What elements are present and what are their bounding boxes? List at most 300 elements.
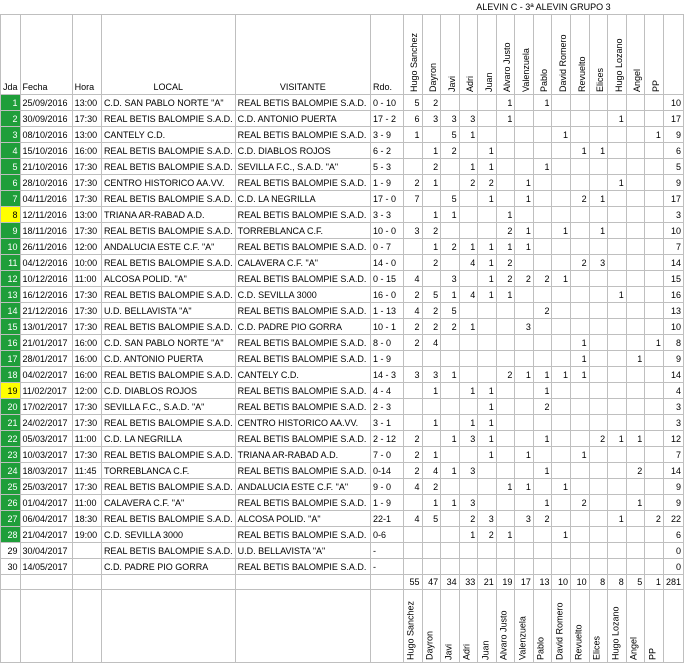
player-total-cell[interactable]: 55: [403, 575, 422, 590]
visitante-cell[interactable]: REAL BETIS BALOMPIE S.A.D.: [235, 207, 370, 223]
hora-cell[interactable]: 17:30: [72, 111, 101, 127]
goals-cell[interactable]: [496, 335, 515, 351]
goals-cell[interactable]: [422, 559, 441, 575]
match-total-cell[interactable]: 16: [663, 287, 683, 303]
local-cell[interactable]: ALCOSA POLID. "A": [101, 271, 235, 287]
rdo-cell[interactable]: 7 - 0: [371, 447, 404, 463]
goals-cell[interactable]: [626, 95, 645, 111]
hora-cell[interactable]: 12:00: [72, 383, 101, 399]
local-cell[interactable]: REAL BETIS BALOMPIE S.A.D.: [101, 479, 235, 495]
goals-cell[interactable]: [645, 159, 664, 175]
goals-cell[interactable]: [552, 335, 571, 351]
jda-cell[interactable]: 6: [1, 175, 21, 191]
goals-cell[interactable]: [645, 111, 664, 127]
goals-cell[interactable]: [608, 351, 627, 367]
visitante-cell[interactable]: REAL BETIS BALOMPIE S.A.D.: [235, 271, 370, 287]
header-total[interactable]: [663, 15, 683, 95]
goals-cell[interactable]: [645, 383, 664, 399]
grand-total-cell[interactable]: 281: [663, 575, 683, 590]
goals-cell[interactable]: [441, 399, 460, 415]
rdo-cell[interactable]: 10 - 0: [371, 223, 404, 239]
fecha-cell[interactable]: 30/09/2016: [20, 111, 72, 127]
hora-cell[interactable]: 11:45: [72, 463, 101, 479]
goals-cell[interactable]: [496, 191, 515, 207]
goals-cell[interactable]: [608, 191, 627, 207]
goals-cell[interactable]: 2: [571, 255, 590, 271]
fecha-cell[interactable]: 14/05/2017: [20, 559, 72, 575]
jda-cell[interactable]: 5: [1, 159, 21, 175]
goals-cell[interactable]: [515, 95, 534, 111]
goals-cell[interactable]: [626, 191, 645, 207]
goals-cell[interactable]: [589, 367, 608, 383]
goals-cell[interactable]: [552, 319, 571, 335]
player-total-cell[interactable]: 8: [589, 575, 608, 590]
goals-cell[interactable]: 1: [459, 159, 478, 175]
match-total-cell[interactable]: 13: [663, 303, 683, 319]
rdo-cell[interactable]: 1 - 9: [371, 495, 404, 511]
goals-cell[interactable]: [478, 367, 497, 383]
goals-cell[interactable]: 1: [459, 319, 478, 335]
footer-player[interactable]: Juan: [478, 590, 497, 663]
goals-cell[interactable]: [645, 95, 664, 111]
header-player[interactable]: David Romero: [552, 15, 571, 95]
goals-cell[interactable]: [571, 543, 590, 559]
goals-cell[interactable]: [608, 207, 627, 223]
jda-cell[interactable]: 20: [1, 399, 21, 415]
goals-cell[interactable]: [645, 239, 664, 255]
player-total-cell[interactable]: 10: [571, 575, 590, 590]
goals-cell[interactable]: [515, 495, 534, 511]
goals-cell[interactable]: [478, 479, 497, 495]
goals-cell[interactable]: [552, 415, 571, 431]
local-cell[interactable]: SEVILLA F.C., S.A.D. "A": [101, 399, 235, 415]
header-local[interactable]: LOCAL: [101, 15, 235, 95]
goals-cell[interactable]: [515, 335, 534, 351]
rdo-cell[interactable]: 0-6: [371, 527, 404, 543]
goals-cell[interactable]: 1: [645, 127, 664, 143]
goals-cell[interactable]: [403, 239, 422, 255]
goals-cell[interactable]: [571, 95, 590, 111]
goals-cell[interactable]: [459, 303, 478, 319]
goals-cell[interactable]: [459, 207, 478, 223]
goals-cell[interactable]: [515, 527, 534, 543]
hora-cell[interactable]: 17:30: [72, 479, 101, 495]
fecha-cell[interactable]: 06/04/2017: [20, 511, 72, 527]
rdo-cell[interactable]: 14 - 0: [371, 255, 404, 271]
blank-cell[interactable]: [663, 590, 683, 663]
goals-cell[interactable]: [608, 367, 627, 383]
visitante-cell[interactable]: U.D. BELLAVISTA "A": [235, 543, 370, 559]
blank-cell[interactable]: [72, 590, 101, 663]
goals-cell[interactable]: [552, 191, 571, 207]
goals-cell[interactable]: 1: [459, 127, 478, 143]
goals-cell[interactable]: [515, 399, 534, 415]
goals-cell[interactable]: [626, 543, 645, 559]
goals-cell[interactable]: [422, 351, 441, 367]
goals-cell[interactable]: 1: [496, 111, 515, 127]
goals-cell[interactable]: [515, 143, 534, 159]
blank-cell[interactable]: [72, 575, 101, 590]
goals-cell[interactable]: 2: [441, 319, 460, 335]
player-total-cell[interactable]: 17: [515, 575, 534, 590]
goals-cell[interactable]: [571, 111, 590, 127]
local-cell[interactable]: REAL BETIS BALOMPIE S.A.D.: [101, 367, 235, 383]
goals-cell[interactable]: 2: [422, 223, 441, 239]
rdo-cell[interactable]: 0-14: [371, 463, 404, 479]
goals-cell[interactable]: [608, 479, 627, 495]
header-player[interactable]: Hugo Lozano: [608, 15, 627, 95]
goals-cell[interactable]: [496, 127, 515, 143]
goals-cell[interactable]: 2: [459, 175, 478, 191]
goals-cell[interactable]: [515, 207, 534, 223]
goals-cell[interactable]: 1: [403, 127, 422, 143]
goals-cell[interactable]: [478, 495, 497, 511]
goals-cell[interactable]: [459, 543, 478, 559]
goals-cell[interactable]: 1: [478, 383, 497, 399]
goals-cell[interactable]: [515, 287, 534, 303]
goals-cell[interactable]: [645, 447, 664, 463]
hora-cell[interactable]: 19:00: [72, 527, 101, 543]
goals-cell[interactable]: [441, 447, 460, 463]
blank-cell[interactable]: [1, 590, 21, 663]
goals-cell[interactable]: [645, 175, 664, 191]
hora-cell[interactable]: 17:30: [72, 159, 101, 175]
goals-cell[interactable]: [533, 143, 552, 159]
goals-cell[interactable]: [459, 191, 478, 207]
blank-cell[interactable]: [235, 590, 370, 663]
goals-cell[interactable]: 2: [403, 335, 422, 351]
goals-cell[interactable]: [552, 111, 571, 127]
goals-cell[interactable]: 1: [478, 159, 497, 175]
goals-cell[interactable]: [459, 351, 478, 367]
goals-cell[interactable]: [608, 463, 627, 479]
goals-cell[interactable]: [608, 255, 627, 271]
goals-cell[interactable]: 2: [533, 399, 552, 415]
goals-cell[interactable]: [533, 191, 552, 207]
goals-cell[interactable]: 2: [533, 511, 552, 527]
blank-cell[interactable]: [371, 590, 404, 663]
goals-cell[interactable]: 3: [459, 111, 478, 127]
goals-cell[interactable]: [403, 383, 422, 399]
goals-cell[interactable]: [515, 351, 534, 367]
local-cell[interactable]: REAL BETIS BALOMPIE S.A.D.: [101, 447, 235, 463]
goals-cell[interactable]: [515, 255, 534, 271]
goals-cell[interactable]: 1: [496, 239, 515, 255]
goals-cell[interactable]: [571, 383, 590, 399]
visitante-cell[interactable]: REAL BETIS BALOMPIE S.A.D.: [235, 463, 370, 479]
blank-cell[interactable]: [20, 575, 72, 590]
goals-cell[interactable]: [645, 351, 664, 367]
visitante-cell[interactable]: REAL BETIS BALOMPIE S.A.D.: [235, 175, 370, 191]
goals-cell[interactable]: 2: [496, 255, 515, 271]
footer-player[interactable]: Alvaro Justo: [496, 590, 515, 663]
goals-cell[interactable]: 1: [459, 527, 478, 543]
hora-cell[interactable]: 11:00: [72, 271, 101, 287]
goals-cell[interactable]: [478, 127, 497, 143]
hora-cell[interactable]: 13:00: [72, 95, 101, 111]
local-cell[interactable]: REAL BETIS BALOMPIE S.A.D.: [101, 191, 235, 207]
goals-cell[interactable]: [608, 543, 627, 559]
visitante-cell[interactable]: REAL BETIS BALOMPIE S.A.D.: [235, 399, 370, 415]
local-cell[interactable]: REAL BETIS BALOMPIE S.A.D.: [101, 319, 235, 335]
goals-cell[interactable]: [441, 95, 460, 111]
local-cell[interactable]: REAL BETIS BALOMPIE S.A.D.: [101, 415, 235, 431]
match-total-cell[interactable]: 10: [663, 319, 683, 335]
header-player[interactable]: Dayron: [422, 15, 441, 95]
goals-cell[interactable]: [645, 463, 664, 479]
goals-cell[interactable]: [459, 271, 478, 287]
goals-cell[interactable]: [626, 159, 645, 175]
goals-cell[interactable]: [441, 383, 460, 399]
goals-cell[interactable]: 1: [441, 207, 460, 223]
goals-cell[interactable]: 2: [533, 303, 552, 319]
goals-cell[interactable]: [478, 95, 497, 111]
goals-cell[interactable]: [552, 463, 571, 479]
goals-cell[interactable]: [515, 127, 534, 143]
goals-cell[interactable]: [589, 111, 608, 127]
goals-cell[interactable]: 1: [422, 143, 441, 159]
goals-cell[interactable]: 2: [422, 159, 441, 175]
local-cell[interactable]: C.D. DIABLOS ROJOS: [101, 383, 235, 399]
goals-cell[interactable]: 2: [589, 431, 608, 447]
match-total-cell[interactable]: 9: [663, 351, 683, 367]
goals-cell[interactable]: [552, 207, 571, 223]
hora-cell[interactable]: 18:30: [72, 511, 101, 527]
goals-cell[interactable]: 1: [552, 367, 571, 383]
goals-cell[interactable]: [441, 527, 460, 543]
visitante-cell[interactable]: ANDALUCIA ESTE C.F. "A": [235, 479, 370, 495]
goals-cell[interactable]: [589, 383, 608, 399]
goals-cell[interactable]: 1: [589, 143, 608, 159]
goals-cell[interactable]: [441, 559, 460, 575]
hora-cell[interactable]: [72, 559, 101, 575]
visitante-cell[interactable]: REAL BETIS BALOMPIE S.A.D.: [235, 431, 370, 447]
goals-cell[interactable]: 5: [441, 303, 460, 319]
goals-cell[interactable]: [533, 479, 552, 495]
goals-cell[interactable]: 4: [459, 287, 478, 303]
goals-cell[interactable]: [515, 303, 534, 319]
goals-cell[interactable]: 2: [515, 271, 534, 287]
goals-cell[interactable]: [571, 415, 590, 431]
fecha-cell[interactable]: 28/01/2017: [20, 351, 72, 367]
match-total-cell[interactable]: 3: [663, 399, 683, 415]
goals-cell[interactable]: [589, 495, 608, 511]
jda-cell[interactable]: 9: [1, 223, 21, 239]
goals-cell[interactable]: [515, 543, 534, 559]
goals-cell[interactable]: [626, 319, 645, 335]
match-total-cell[interactable]: 14: [663, 463, 683, 479]
goals-cell[interactable]: [608, 495, 627, 511]
header-player[interactable]: Valenzuela: [515, 15, 534, 95]
fecha-cell[interactable]: 21/01/2017: [20, 335, 72, 351]
jda-cell[interactable]: 19: [1, 383, 21, 399]
player-total-cell[interactable]: 10: [552, 575, 571, 590]
goals-cell[interactable]: [403, 143, 422, 159]
rdo-cell[interactable]: 0 - 7: [371, 239, 404, 255]
header-player[interactable]: Revuelto: [571, 15, 590, 95]
footer-player[interactable]: Pablo: [533, 590, 552, 663]
visitante-cell[interactable]: SEVILLA F.C., S.A.D. "A": [235, 159, 370, 175]
goals-cell[interactable]: [515, 383, 534, 399]
goals-cell[interactable]: 1: [533, 495, 552, 511]
rdo-cell[interactable]: 1 - 9: [371, 351, 404, 367]
goals-cell[interactable]: 2: [403, 447, 422, 463]
goals-cell[interactable]: [422, 527, 441, 543]
goals-cell[interactable]: [608, 335, 627, 351]
goals-cell[interactable]: 1: [478, 271, 497, 287]
goals-cell[interactable]: [552, 447, 571, 463]
goals-cell[interactable]: [441, 159, 460, 175]
visitante-cell[interactable]: ALCOSA POLID. "A": [235, 511, 370, 527]
goals-cell[interactable]: 2: [496, 367, 515, 383]
rdo-cell[interactable]: 16 - 0: [371, 287, 404, 303]
fecha-cell[interactable]: 25/03/2017: [20, 479, 72, 495]
rdo-cell[interactable]: 3 - 9: [371, 127, 404, 143]
rdo-cell[interactable]: 0 - 15: [371, 271, 404, 287]
goals-cell[interactable]: [645, 415, 664, 431]
goals-cell[interactable]: [496, 319, 515, 335]
player-total-cell[interactable]: 34: [441, 575, 460, 590]
goals-cell[interactable]: 1: [515, 191, 534, 207]
player-total-cell[interactable]: 1: [645, 575, 664, 590]
match-total-cell[interactable]: 9: [663, 495, 683, 511]
goals-cell[interactable]: [478, 463, 497, 479]
goals-cell[interactable]: [626, 207, 645, 223]
hora-cell[interactable]: 16:00: [72, 351, 101, 367]
jda-cell[interactable]: 21: [1, 415, 21, 431]
goals-cell[interactable]: [515, 415, 534, 431]
goals-cell[interactable]: [533, 415, 552, 431]
player-total-cell[interactable]: 47: [422, 575, 441, 590]
hora-cell[interactable]: 17:30: [72, 191, 101, 207]
local-cell[interactable]: REAL BETIS BALOMPIE S.A.D.: [101, 543, 235, 559]
goals-cell[interactable]: [422, 431, 441, 447]
goals-cell[interactable]: [496, 399, 515, 415]
goals-cell[interactable]: [441, 175, 460, 191]
goals-cell[interactable]: 2: [496, 271, 515, 287]
jda-cell[interactable]: 28: [1, 527, 21, 543]
goals-cell[interactable]: 4: [422, 463, 441, 479]
match-total-cell[interactable]: 12: [663, 431, 683, 447]
goals-cell[interactable]: [403, 559, 422, 575]
goals-cell[interactable]: [571, 479, 590, 495]
header-player[interactable]: Alvaro Justo: [496, 15, 515, 95]
visitante-cell[interactable]: CENTRO HISTORICO AA.VV.: [235, 415, 370, 431]
jda-cell[interactable]: 30: [1, 559, 21, 575]
visitante-cell[interactable]: REAL BETIS BALOMPIE S.A.D.: [235, 127, 370, 143]
goals-cell[interactable]: 1: [478, 255, 497, 271]
player-total-cell[interactable]: 21: [478, 575, 497, 590]
visitante-cell[interactable]: REAL BETIS BALOMPIE S.A.D.: [235, 239, 370, 255]
goals-cell[interactable]: [589, 271, 608, 287]
jda-cell[interactable]: 11: [1, 255, 21, 271]
goals-cell[interactable]: [422, 399, 441, 415]
goals-cell[interactable]: [552, 143, 571, 159]
goals-cell[interactable]: [478, 223, 497, 239]
goals-cell[interactable]: [571, 223, 590, 239]
local-cell[interactable]: CALAVERA C.F. "A": [101, 495, 235, 511]
goals-cell[interactable]: [552, 95, 571, 111]
goals-cell[interactable]: [626, 127, 645, 143]
goals-cell[interactable]: [459, 367, 478, 383]
goals-cell[interactable]: [645, 367, 664, 383]
goals-cell[interactable]: [645, 431, 664, 447]
goals-cell[interactable]: 1: [496, 95, 515, 111]
match-total-cell[interactable]: 10: [663, 95, 683, 111]
player-total-cell[interactable]: 13: [533, 575, 552, 590]
rdo-cell[interactable]: -: [371, 543, 404, 559]
goals-cell[interactable]: 1: [533, 383, 552, 399]
goals-cell[interactable]: [459, 335, 478, 351]
hora-cell[interactable]: 11:00: [72, 495, 101, 511]
visitante-cell[interactable]: REAL BETIS BALOMPIE S.A.D.: [235, 335, 370, 351]
goals-cell[interactable]: 1: [608, 175, 627, 191]
goals-cell[interactable]: [589, 207, 608, 223]
goals-cell[interactable]: 3: [478, 511, 497, 527]
fecha-cell[interactable]: 05/03/2017: [20, 431, 72, 447]
goals-cell[interactable]: 1: [441, 431, 460, 447]
goals-cell[interactable]: [608, 447, 627, 463]
local-cell[interactable]: C.D. SAN PABLO NORTE "A": [101, 95, 235, 111]
goals-cell[interactable]: 1: [459, 415, 478, 431]
visitante-cell[interactable]: C.D. SEVILLA 3000: [235, 287, 370, 303]
hora-cell[interactable]: 17:30: [72, 319, 101, 335]
goals-cell[interactable]: [626, 287, 645, 303]
blank-cell[interactable]: [1, 575, 21, 590]
goals-cell[interactable]: [496, 415, 515, 431]
goals-cell[interactable]: [571, 559, 590, 575]
goals-cell[interactable]: [608, 319, 627, 335]
goals-cell[interactable]: 4: [459, 255, 478, 271]
hora-cell[interactable]: [72, 543, 101, 559]
goals-cell[interactable]: [478, 111, 497, 127]
local-cell[interactable]: U.D. BELLAVISTA "A": [101, 303, 235, 319]
goals-cell[interactable]: [589, 319, 608, 335]
goals-cell[interactable]: 1: [496, 207, 515, 223]
goals-cell[interactable]: 1: [645, 335, 664, 351]
fecha-cell[interactable]: 18/11/2016: [20, 223, 72, 239]
jda-cell[interactable]: 23: [1, 447, 21, 463]
rdo-cell[interactable]: 4 - 4: [371, 383, 404, 399]
goals-cell[interactable]: [589, 127, 608, 143]
fecha-cell[interactable]: 28/10/2016: [20, 175, 72, 191]
goals-cell[interactable]: 1: [496, 527, 515, 543]
goals-cell[interactable]: [645, 271, 664, 287]
goals-cell[interactable]: [589, 95, 608, 111]
goals-cell[interactable]: [478, 351, 497, 367]
player-total-cell[interactable]: 5: [626, 575, 645, 590]
goals-cell[interactable]: [515, 111, 534, 127]
local-cell[interactable]: C.D. LA NEGRILLA: [101, 431, 235, 447]
rdo-cell[interactable]: 17 - 0: [371, 191, 404, 207]
footer-player[interactable]: Adri: [459, 590, 478, 663]
goals-cell[interactable]: 2: [422, 303, 441, 319]
goals-cell[interactable]: [626, 175, 645, 191]
hora-cell[interactable]: 17:30: [72, 223, 101, 239]
footer-player[interactable]: Hugo Lozano: [608, 590, 627, 663]
fecha-cell[interactable]: 21/10/2016: [20, 159, 72, 175]
goals-cell[interactable]: [459, 95, 478, 111]
local-cell[interactable]: REAL BETIS BALOMPIE S.A.D.: [101, 511, 235, 527]
goals-cell[interactable]: [496, 431, 515, 447]
goals-cell[interactable]: [645, 543, 664, 559]
goals-cell[interactable]: [478, 559, 497, 575]
hora-cell[interactable]: 17:30: [72, 303, 101, 319]
goals-cell[interactable]: [589, 335, 608, 351]
visitante-cell[interactable]: CANTELY C.D.: [235, 367, 370, 383]
footer-player[interactable]: Javi: [441, 590, 460, 663]
rdo-cell[interactable]: 2 - 3: [371, 399, 404, 415]
